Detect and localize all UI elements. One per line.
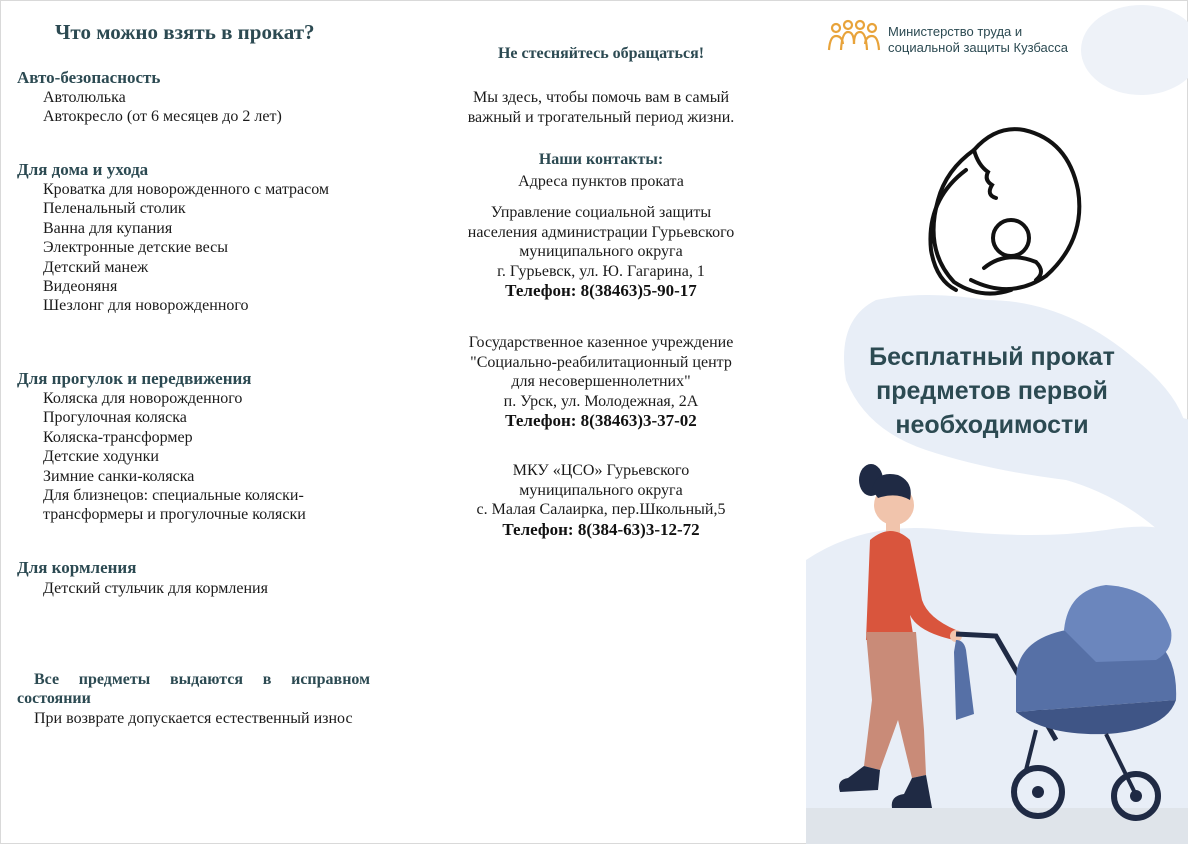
list-item: Кроватка для новорожденного с матрасом — [43, 181, 330, 198]
office-line: "Социально-реабилитационный центр — [470, 353, 732, 371]
list-item: Для близнецов: специальные коляски-трансформеры и прогулочные коляски — [43, 487, 306, 524]
contacts-subheading: Адреса пунктов проката — [518, 173, 684, 190]
list-item: Детский манеж — [43, 258, 149, 276]
office-line: с. Малая Салаирка, пер.Школьный,5 — [476, 501, 726, 518]
office-line: муниципального округа — [519, 243, 683, 260]
office-block — [420, 461, 782, 539]
office-line: муниципального округа — [519, 481, 683, 499]
list-item: Детские ходунки — [43, 448, 159, 466]
list-item: Видеоняня — [43, 278, 118, 296]
office-block — [420, 203, 782, 301]
category-list-feeding — [43, 579, 373, 598]
list-item: Прогулочная коляска — [43, 409, 187, 427]
brochure-title-line: предметов первой — [876, 377, 1108, 405]
category-title-feeding: Для кормления — [17, 558, 137, 577]
category-list-auto-safety — [43, 88, 373, 127]
condition-note-text: При возврате допускается естественный износ — [34, 710, 353, 727]
category-title-home-care: Для дома и ухода — [17, 160, 149, 179]
intro-line: важный и трогательный период жизни. — [467, 108, 735, 126]
office-line: населения администрации Гурьевского — [467, 223, 735, 241]
ministry-logo-icon — [826, 18, 882, 54]
list-item: Автолюлька — [43, 89, 126, 106]
mother-baby-icon — [930, 129, 1079, 293]
office-line: Государственное казенное учреждение — [468, 334, 734, 351]
office-phone: Телефон: 8(38463)5-90-17 — [505, 281, 697, 300]
rental-items-title: Что можно взять в прокат? — [55, 20, 315, 44]
office-line: МКУ «ЦСО» Гурьевского — [512, 462, 690, 479]
brochure-title — [826, 340, 1158, 442]
list-item: Ванна для купания — [43, 219, 173, 237]
list-item: Коляска для новорожденного — [43, 390, 243, 407]
category-list-home-care — [43, 180, 333, 316]
list-item: Шезлонг для новорожденного — [43, 297, 249, 315]
office-line: Управление социальной защиты — [490, 204, 712, 221]
brochure-title-line: Бесплатный прокат — [869, 343, 1115, 371]
intro-text — [420, 88, 782, 127]
ground-strip — [806, 808, 1188, 844]
office-line: п. Урск, ул. Молодежная, 2А — [503, 392, 699, 410]
office-phone: Телефон: 8(384-63)3-12-72 — [502, 519, 700, 539]
list-item: Зимние санки-коляска — [43, 467, 195, 485]
cover-column — [806, 0, 1188, 844]
list-item: Коляска-трансформер — [43, 428, 193, 446]
list-item: Электронные детские весы — [43, 239, 228, 257]
list-item: Пеленальный столик — [43, 200, 186, 218]
office-line: для несовершеннолетних" — [511, 373, 691, 390]
office-phone: Телефон: 8(38463)3-37-02 — [505, 411, 697, 430]
category-title-auto-safety: Авто-безопасность — [17, 68, 161, 87]
list-item: Детский стульчик для кормления — [43, 580, 268, 597]
ministry-name-line: социальной защиты Кузбасса — [888, 40, 1069, 55]
intro-line: Мы здесь, чтобы помочь вам в самый — [472, 89, 730, 106]
category-list-walks — [43, 389, 363, 525]
category-title-walks: Для прогулок и передвижения — [17, 369, 252, 388]
list-item: Автокресло (от 6 месяцев до 2 лет) — [43, 108, 282, 126]
ministry-name — [888, 24, 1148, 56]
office-line: г. Гурьевск, ул. Ю. Гагарина, 1 — [497, 262, 705, 280]
office-block — [420, 333, 782, 431]
brochure-title-line: необходимости — [895, 411, 1089, 439]
ministry-name-line: Министерство труда и — [888, 24, 1023, 39]
call-to-action-heading: Не стесняйтесь обращаться! — [497, 45, 705, 62]
condition-note-title: Все предметы выдаются в исправном состоянии — [17, 671, 370, 707]
contacts-heading: Наши контакты: — [538, 151, 664, 168]
